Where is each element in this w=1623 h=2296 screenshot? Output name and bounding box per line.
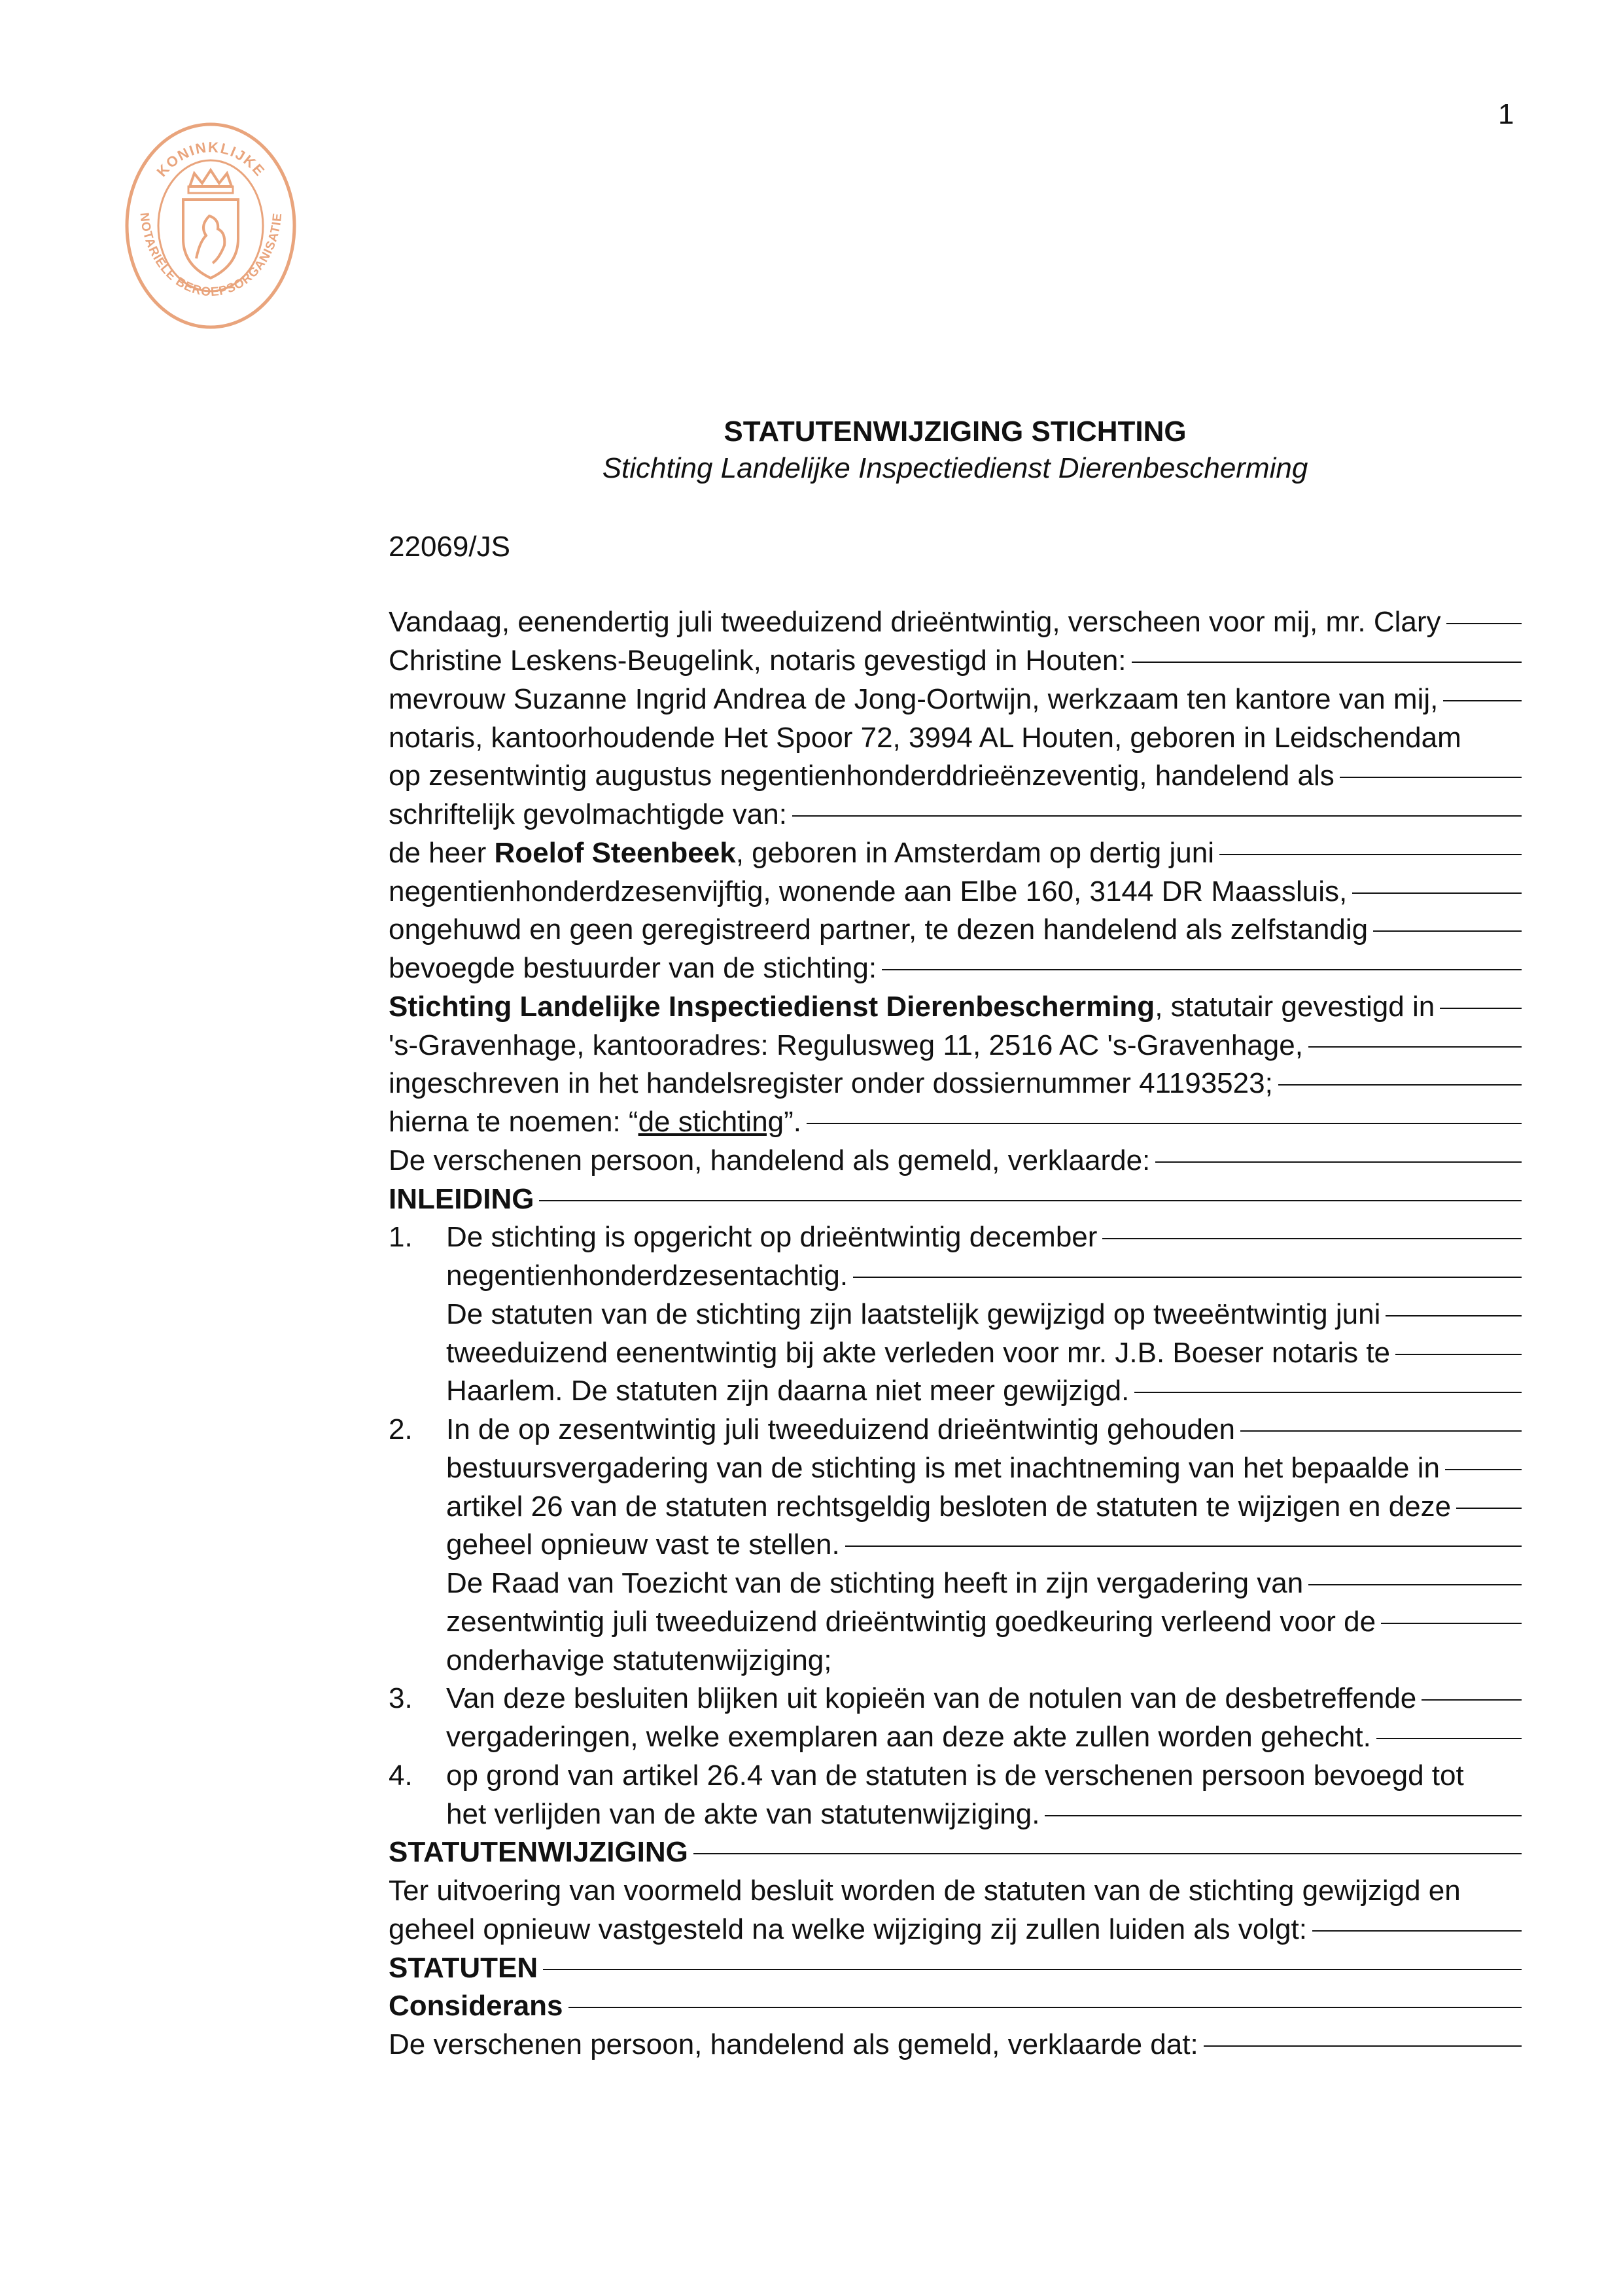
text-line: De verschenen persoon, handelend als gemeld, verklaarde: [389, 1142, 1522, 1180]
text-line: Haarlem. De statuten zijn daarna niet meer gewijzigd. [389, 1372, 1522, 1411]
filler-line [1204, 2045, 1522, 2047]
text-line: ongehuwd en geen geregistreerd partner, te dezen handelend als zelfstandig [389, 911, 1522, 949]
text-line: geheel opnieuw vastgesteld na welke wijziging zij zullen luiden als volgt: [389, 1911, 1522, 1949]
filler-line [693, 1853, 1522, 1854]
text-line: onderhavige statutenwijziging; [446, 1644, 832, 1676]
title-block [389, 414, 1522, 487]
section-heading-considerans: Considerans [389, 1987, 1522, 2026]
filler-line [1386, 1315, 1522, 1316]
text-line: Christine Leskens-Beugelink, notaris gevestigd in Houten: [389, 642, 1522, 680]
foundation-name: Stichting Landelijke Inspectiedienst Dierenbescherming [389, 990, 1155, 1023]
filler-line [539, 1200, 1522, 1201]
list-item: 3. Van deze besluiten blijken uit kopieën van de notulen van de desbetreffende [389, 1680, 1522, 1718]
text-line: Vandaag, eenendertig juli tweeduizend drieëntwintig, verscheen voor mij, mr. Clary [389, 603, 1522, 642]
filler-line [1102, 1238, 1522, 1239]
text-line: schriftelijk gevolmachtigde van: [389, 796, 1522, 834]
text-line: Stichting Landelijke Inspectiedienst Dierenbescherming , statutair gevestigd in [389, 988, 1522, 1027]
text-line: tweeduizend eenentwintig bij akte verleden voor mr. J.B. Boeser notaris te [389, 1333, 1522, 1372]
section-heading-statutenwijziging: STATUTENWIJZIGING [389, 1833, 1522, 1872]
filler-line [882, 969, 1522, 970]
list-item: 2. In de op zesentwintig juli tweeduizend drieëntwintig gehouden [389, 1411, 1522, 1449]
text-line: artikel 26 van de statuten rechtsgeldig besloten de statuten te wijzigen en deze [389, 1487, 1522, 1526]
defined-term: de stichting [638, 1106, 784, 1139]
text-line: 's-Gravenhage, kantooradres: Regulusweg 11, 2516 AC 's-Gravenhage, [389, 1026, 1522, 1065]
filler-line [1155, 1161, 1522, 1163]
filler-line [1443, 700, 1522, 701]
section-heading-statuten: STATUTEN [389, 1949, 1522, 1987]
notarial-seal-logo [121, 118, 301, 334]
filler-line [1219, 854, 1522, 855]
document-subtitle: Stichting Landelijke Inspectiedienst Dierenbescherming [602, 452, 1308, 484]
filler-line [853, 1277, 1522, 1278]
filler-line [845, 1545, 1522, 1547]
text-line: vergaderingen, welke exemplaren aan deze akte zullen worden gehecht. [389, 1718, 1522, 1757]
filler-line [1446, 623, 1522, 624]
text-line: notaris, kantoorhoudende Het Spoor 72, 3994 AL Houten, geboren in Leidschendam [389, 721, 1461, 754]
text-line: op zesentwintig augustus negentienhonderddrieënzeventig, handelend als [389, 757, 1522, 796]
person-name: Roelof Steenbeek [494, 836, 736, 869]
text-line: geheel opnieuw vast te stellen. [389, 1526, 1522, 1564]
filler-line [1340, 777, 1522, 778]
page-number: 1 [1498, 98, 1514, 130]
filler-line [1440, 1008, 1522, 1009]
filler-line [543, 1969, 1522, 1970]
list-item: 4. op grond van artikel 26.4 van de statuten is de verschenen persoon bevoegd tot [389, 1759, 1464, 1792]
text-line: zesentwintig juli tweeduizend drieëntwintig goedkeuring verleend voor de [389, 1603, 1522, 1642]
text-line: ingeschreven in het handelsregister onder dossiernummer 41193523; [389, 1065, 1522, 1103]
text-line: de heer Roelof Steenbeek , geboren in Amsterdam op dertig juni [389, 834, 1522, 873]
section-heading-inleiding: INLEIDING [389, 1180, 1522, 1218]
filler-line [1381, 1623, 1522, 1624]
filler-line [1376, 1738, 1522, 1739]
text-line: mevrouw Suzanne Ingrid Andrea de Jong-Oortwijn, werkzaam ten kantore van mij, [389, 680, 1522, 719]
filler-line [1240, 1430, 1522, 1432]
deed-body [389, 603, 1522, 2064]
text-line: Ter uitvoering van voormeld besluit worden de statuten van de stichting gewijzigd en [389, 1875, 1461, 1907]
filler-line [1278, 1084, 1522, 1086]
filler-line [1445, 1469, 1522, 1470]
text-line: negentienhonderdzesentachtig. [389, 1257, 1522, 1296]
text-line: De verschenen persoon, handelend als gemeld, verklaarde dat: [389, 2026, 1522, 2064]
text-line: bestuursvergadering van de stichting is met inachtneming van het bepaalde in [389, 1449, 1522, 1488]
list-item: 1. De stichting is opgericht op drieëntwintig december [389, 1218, 1522, 1257]
filler-line [1456, 1508, 1522, 1509]
filler-line [1308, 1046, 1522, 1048]
filler-line [1132, 662, 1522, 663]
filler-line [792, 815, 1522, 817]
document-title: STATUTENWIJZIGING STICHTING [724, 415, 1187, 448]
text-line: negentienhonderdzesenvijftig, wonende aan Elbe 160, 3144 DR Maassluis, [389, 872, 1522, 911]
filler-line [1045, 1815, 1522, 1816]
filler-line [1395, 1354, 1522, 1355]
svg-text:KONINKLIJKE: KONINKLIJKE [153, 139, 269, 180]
filler-line [568, 2007, 1522, 2008]
filler-line [1422, 1699, 1522, 1701]
reference-number: 22069/JS [389, 531, 510, 563]
filler-line [1373, 930, 1522, 932]
filler-line [1312, 1930, 1522, 1932]
filler-line [1308, 1584, 1522, 1585]
svg-text:NOTARIËLE BEROEPSORGANISATIE: NOTARIËLE BEROEPSORGANISATIE [137, 212, 285, 300]
text-line: De Raad van Toezicht van de stichting heeft in zijn vergadering van [389, 1564, 1522, 1603]
text-line: het verlijden van de akte van statutenwijziging. [389, 1795, 1522, 1833]
filler-line [807, 1123, 1522, 1124]
text-line: bevoegde bestuurder van de stichting: [389, 949, 1522, 988]
filler-line [1134, 1392, 1522, 1393]
text-line: hierna te noemen: “ de stichting ”. [389, 1103, 1522, 1142]
filler-line [1352, 892, 1522, 894]
text-line: De statuten van de stichting zijn laatstelijk gewijzigd op tweeëntwintig juni [389, 1296, 1522, 1334]
